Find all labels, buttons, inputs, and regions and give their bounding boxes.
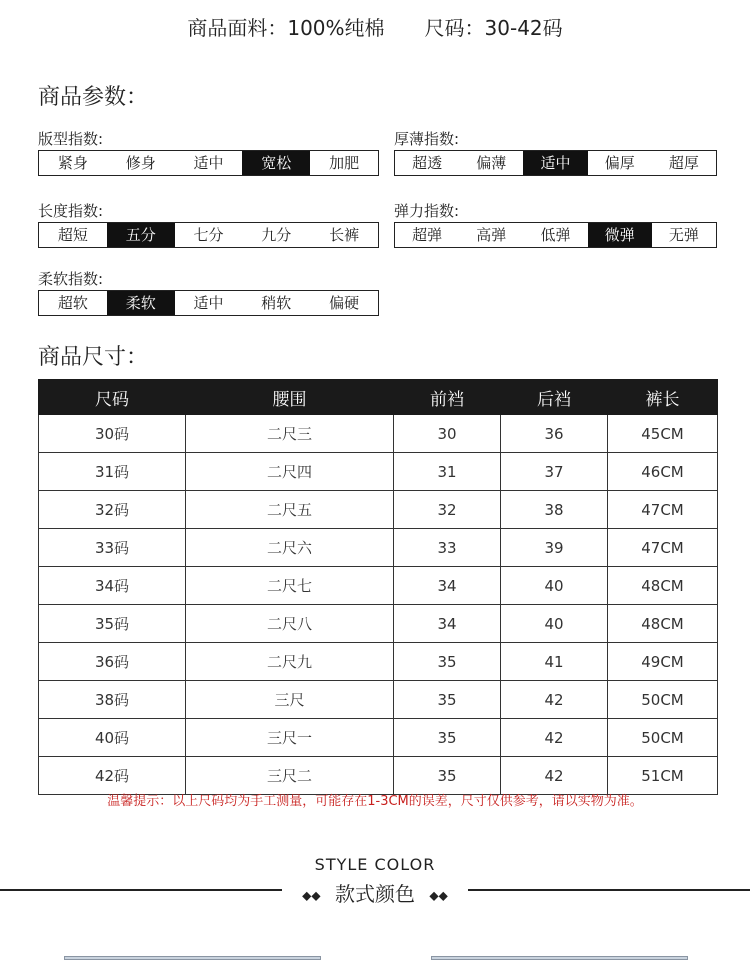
softness-option: 柔软 xyxy=(107,291,175,315)
fit-option: 加肥 xyxy=(329,154,360,172)
cell-front-rise: 30 xyxy=(394,415,501,453)
cell-size: 33码 xyxy=(39,529,186,567)
elasticity-option: 高弹 xyxy=(476,226,507,244)
cell-back-rise: 40 xyxy=(501,567,608,605)
style-color-chinese: 款式颜色 xyxy=(335,882,415,906)
thickness-option: 偏厚 xyxy=(604,154,635,172)
fit-option: 紧身 xyxy=(57,154,88,172)
table-row xyxy=(39,681,718,719)
length-index-label: 长度指数: xyxy=(38,202,104,220)
elasticity-index-label: 弹力指数: xyxy=(394,202,460,220)
softness-option: 适中 xyxy=(193,294,224,312)
softness-index-scale xyxy=(38,290,379,316)
cell-size: 42码 xyxy=(39,757,186,795)
product-info-line xyxy=(0,12,750,42)
cell-front-rise: 34 xyxy=(394,605,501,643)
table-row xyxy=(39,529,718,567)
cell-pant-length: 50CM xyxy=(608,719,718,757)
cell-waist: 三尺二 xyxy=(186,757,394,795)
cell-waist: 二尺三 xyxy=(186,415,394,453)
cell-back-rise: 41 xyxy=(501,643,608,681)
header-pant-length: 裤长 xyxy=(608,380,718,415)
cell-waist: 二尺六 xyxy=(186,529,394,567)
style-color-heading xyxy=(0,878,750,907)
elasticity-option: 低弹 xyxy=(540,226,571,244)
fit-option: 宽松 xyxy=(242,151,310,175)
size-range-info: 尺码：30-42码 xyxy=(424,16,563,40)
cell-size: 30码 xyxy=(39,415,186,453)
measurement-note: 温馨提示：以上尺码均为手工测量，可能存在1-3CM的误差，尺寸仅供参考，请以实物为准。 xyxy=(107,794,643,809)
cell-pant-length: 47CM xyxy=(608,491,718,529)
cell-pant-length: 47CM xyxy=(608,529,718,567)
style-color-english: STYLE COLOR xyxy=(314,855,436,874)
cell-pant-length: 46CM xyxy=(608,453,718,491)
cell-front-rise: 35 xyxy=(394,643,501,681)
cell-size: 36码 xyxy=(39,643,186,681)
cell-back-rise: 37 xyxy=(501,453,608,491)
fit-index-label: 版型指数: xyxy=(38,130,104,148)
table-row xyxy=(39,757,718,795)
cell-back-rise: 42 xyxy=(501,681,608,719)
softness-option: 稍软 xyxy=(261,294,292,312)
header-front-rise: 前裆 xyxy=(394,380,501,415)
cell-waist: 二尺七 xyxy=(186,567,394,605)
thickness-index-scale xyxy=(394,150,717,176)
softness-index-label: 柔软指数: xyxy=(38,270,104,288)
elasticity-option: 微弹 xyxy=(588,223,652,247)
cell-pant-length: 48CM xyxy=(608,605,718,643)
cell-front-rise: 32 xyxy=(394,491,501,529)
cell-waist: 三尺 xyxy=(186,681,394,719)
product-image-left xyxy=(64,956,321,960)
cell-back-rise: 42 xyxy=(501,719,608,757)
elasticity-index-scale xyxy=(394,222,717,248)
cell-size: 40码 xyxy=(39,719,186,757)
table-row xyxy=(39,719,718,757)
thickness-index-label: 厚薄指数: xyxy=(394,130,460,148)
cell-front-rise: 35 xyxy=(394,719,501,757)
fabric-info: 商品面料：100%纯棉 xyxy=(187,16,385,40)
cell-back-rise: 36 xyxy=(501,415,608,453)
table-row xyxy=(39,491,718,529)
cell-front-rise: 34 xyxy=(394,567,501,605)
cell-front-rise: 33 xyxy=(394,529,501,567)
elasticity-option: 无弹 xyxy=(668,226,699,244)
fit-option: 适中 xyxy=(193,154,224,172)
cell-waist: 二尺八 xyxy=(186,605,394,643)
ornament-left-icon: ◆◆ xyxy=(302,888,321,903)
header-waist: 腰围 xyxy=(186,380,394,415)
cell-front-rise: 31 xyxy=(394,453,501,491)
thickness-option: 超透 xyxy=(412,154,443,172)
thickness-option: 适中 xyxy=(523,151,587,175)
cell-size: 35码 xyxy=(39,605,186,643)
header-back-rise: 后裆 xyxy=(501,380,608,415)
size-table-title: 商品尺寸： xyxy=(38,345,149,370)
table-row xyxy=(39,415,718,453)
cell-waist: 二尺九 xyxy=(186,643,394,681)
cell-pant-length: 49CM xyxy=(608,643,718,681)
table-row xyxy=(39,643,718,681)
length-option: 长裤 xyxy=(329,226,360,244)
table-row xyxy=(39,605,718,643)
ornament-right-icon: ◆◆ xyxy=(429,888,448,903)
cell-waist: 二尺五 xyxy=(186,491,394,529)
softness-option: 偏硬 xyxy=(329,294,360,312)
thickness-option: 超厚 xyxy=(668,154,699,172)
cell-back-rise: 39 xyxy=(501,529,608,567)
cell-size: 31码 xyxy=(39,453,186,491)
cell-pant-length: 48CM xyxy=(608,567,718,605)
cell-pant-length: 45CM xyxy=(608,415,718,453)
length-option: 超短 xyxy=(57,226,88,244)
cell-waist: 二尺四 xyxy=(186,453,394,491)
table-row xyxy=(39,567,718,605)
thickness-option: 偏薄 xyxy=(476,154,507,172)
softness-option: 超软 xyxy=(57,294,88,312)
params-title: 商品参数： xyxy=(38,85,149,110)
cell-size: 38码 xyxy=(39,681,186,719)
fit-index-scale xyxy=(38,150,379,176)
length-option: 七分 xyxy=(193,226,224,244)
length-index-scale xyxy=(38,222,379,248)
header-size: 尺码 xyxy=(39,380,186,415)
elasticity-option: 超弹 xyxy=(412,226,443,244)
cell-size: 32码 xyxy=(39,491,186,529)
length-option: 五分 xyxy=(107,223,175,247)
cell-back-rise: 38 xyxy=(501,491,608,529)
fit-option: 修身 xyxy=(125,154,156,172)
cell-front-rise: 35 xyxy=(394,757,501,795)
size-table xyxy=(38,379,718,795)
size-table-header-row xyxy=(39,380,718,415)
table-row xyxy=(39,453,718,491)
cell-front-rise: 35 xyxy=(394,681,501,719)
cell-pant-length: 51CM xyxy=(608,757,718,795)
cell-pant-length: 50CM xyxy=(608,681,718,719)
cell-back-rise: 40 xyxy=(501,605,608,643)
cell-back-rise: 42 xyxy=(501,757,608,795)
length-option: 九分 xyxy=(261,226,292,244)
cell-size: 34码 xyxy=(39,567,186,605)
cell-waist: 三尺一 xyxy=(186,719,394,757)
product-image-right xyxy=(431,956,688,960)
